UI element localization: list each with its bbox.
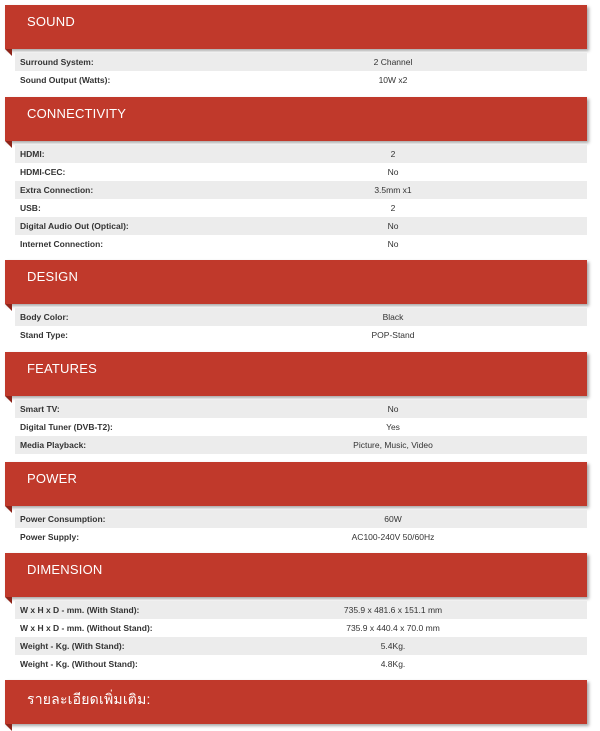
table-row: [15, 53, 587, 71]
spec-label: Weight - Kg. (With Stand):: [20, 641, 125, 651]
table-row: [15, 655, 587, 673]
spec-label: Digital Audio Out (Optical):: [20, 221, 129, 231]
section-title: POWER: [27, 471, 78, 486]
spec-label: HDMI:: [20, 149, 45, 159]
spec-table-sound: [15, 53, 587, 89]
section-title: SOUND: [27, 14, 75, 29]
section-header-connectivity: [5, 97, 587, 141]
spec-table-design: [15, 308, 587, 344]
spec-label: Digital Tuner (DVB-T2):: [20, 422, 113, 432]
spec-label: Stand Type:: [20, 330, 69, 340]
section-header-more-details: [5, 680, 587, 724]
spec-label: USB:: [20, 203, 41, 213]
section-title: รายละเอียดเพิ่มเติม:: [27, 691, 151, 707]
spec-table-connectivity: [15, 145, 587, 253]
spec-value: 2: [390, 149, 396, 159]
spec-label: Body Color:: [20, 312, 69, 322]
spec-value: 735.9 x 481.6 x 151.1 mm: [343, 605, 443, 615]
spec-value: 4.8Kg.: [380, 659, 406, 669]
spec-value: AC100-240V 50/60Hz: [351, 532, 435, 542]
spec-value: Black: [382, 312, 404, 322]
table-row: [15, 181, 587, 199]
spec-value: Picture, Music, Video: [353, 440, 433, 450]
spec-label: Power Supply:: [20, 532, 80, 542]
section-header-design: [5, 260, 587, 304]
table-row: [15, 619, 587, 637]
section-header-sound: [5, 5, 587, 49]
spec-value: No: [387, 167, 399, 177]
spec-label: Extra Connection:: [20, 185, 94, 195]
spec-label: Sound Output (Watts):: [20, 75, 111, 85]
section-title: FEATURES: [27, 361, 97, 376]
table-row: [15, 145, 587, 163]
section-header-dimension: [5, 553, 587, 597]
table-row: [15, 308, 587, 326]
spec-table-features: [15, 400, 587, 454]
table-row: [15, 418, 587, 436]
spec-table-power: [15, 510, 587, 546]
spec-value: 2: [390, 203, 396, 213]
table-row: [15, 400, 587, 418]
spec-value: 2 Channel: [373, 57, 413, 67]
spec-value: No: [387, 404, 399, 414]
spec-value: 60W: [384, 514, 402, 524]
spec-value: 10W x2: [378, 75, 408, 85]
section-title: DESIGN: [27, 269, 79, 284]
table-row: [15, 71, 587, 89]
table-row: [15, 637, 587, 655]
spec-value: No: [387, 221, 399, 231]
spec-label: Media Playback:: [20, 440, 87, 450]
table-row: [15, 436, 587, 454]
spec-label: Internet Connection:: [20, 239, 104, 249]
table-row: [15, 235, 587, 253]
section-header-power: [5, 462, 587, 506]
spec-value: 735.9 x 440.4 x 70.0 mm: [346, 623, 440, 633]
table-row: [15, 163, 587, 181]
section-title: DIMENSION: [27, 562, 103, 577]
table-row: [15, 510, 587, 528]
spec-value: No: [387, 239, 399, 249]
section-header-features: [5, 352, 587, 396]
spec-value: POP-Stand: [371, 330, 415, 340]
section-title: CONNECTIVITY: [27, 106, 127, 121]
spec-label: Smart TV:: [20, 404, 60, 414]
spec-label: W x H x D - mm. (Without Stand):: [20, 623, 153, 633]
spec-label: HDMI-CEC:: [20, 167, 66, 177]
spec-label: Power Consumption:: [20, 514, 106, 524]
table-row: [15, 217, 587, 235]
spec-label: Surround System:: [20, 57, 94, 67]
spec-label: W x H x D - mm. (With Stand):: [20, 605, 140, 615]
spec-value: 5.4Kg.: [380, 641, 406, 651]
table-row: [15, 601, 587, 619]
spec-label: Weight - Kg. (Without Stand):: [20, 659, 138, 669]
table-row: [15, 528, 587, 546]
table-row: [15, 326, 587, 344]
spec-value: Yes: [386, 422, 400, 432]
table-row: [15, 199, 587, 217]
spec-value: 3.5mm x1: [374, 185, 412, 195]
spec-table-dimension: [15, 601, 587, 673]
